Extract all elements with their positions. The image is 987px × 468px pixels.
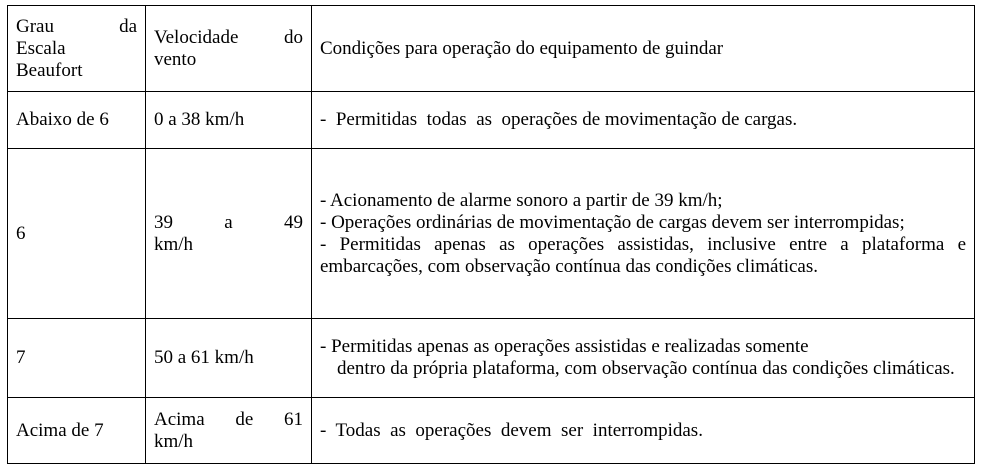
header-escala-word: Escala [16,37,66,59]
velocidade-unit: km/h [154,430,194,452]
velocidade-sep: de [235,408,254,430]
header-da-word: da [119,15,137,37]
table-header-row [8,6,975,92]
header-vento-word: vento [154,48,197,70]
condition-item: - Acionamento de alarme sonoro a partir de 39 km/h; [320,189,723,211]
table-row [8,319,975,398]
velocidade-sep: a [224,211,233,233]
condicoes-cell [312,92,975,149]
header-velocidade-word: Velocidade [154,26,239,48]
velocidade-cell: 50 a 61 km/h [146,319,312,398]
header-do-word: do [284,26,303,48]
condition-item: - Permitidas apenas as operações assistidas, inclusive entre a plataforma e embarcações, com observação contínua das condições climáticas. [320,233,966,277]
velocidade-cell: 0 a 38 km/h [146,92,312,149]
grau-cell: 7 [8,319,146,398]
condition-item: - Todas as operações devem ser interrompidas. [320,419,703,441]
header-beaufort-word: Beaufort [16,59,83,81]
beaufort-table [7,5,975,464]
velocidade-prefix: Acima [154,408,205,430]
table-row [8,149,975,319]
grau-cell: Abaixo de 6 [8,92,146,149]
condicoes-cell [312,398,975,464]
table-row [8,92,975,149]
header-grau-cell [8,6,146,92]
condition-item: - Permitidas todas as operações de movimentação de cargas. [320,109,798,130]
condicoes-cell [312,149,975,319]
header-grau-word: Grau [16,15,54,37]
velocidade-cell [146,149,312,319]
grau-cell: 6 [8,149,146,319]
velocidade-cell [146,398,312,464]
grau-cell: Acima de 7 [8,398,146,464]
header-velocidade-cell [146,6,312,92]
condition-item-continuation: dentro da própria plataforma, com observação contínua das condições climáticas. [337,358,955,379]
header-condicoes-cell: Condições para operação do equipamento de guindar [312,6,975,92]
velocidade-value: 61 [284,408,303,430]
velocidade-unit: km/h [154,233,194,255]
condition-item: - Permitidas apenas as operações assistidas e realizadas somente [320,336,809,357]
condicoes-cell [312,319,975,398]
condition-item: - Operações ordinárias de movimentação de cargas devem ser interrompidas; [320,211,905,233]
velocidade-max: 49 [284,211,303,233]
table-row [8,398,975,464]
velocidade-min: 39 [154,211,173,233]
